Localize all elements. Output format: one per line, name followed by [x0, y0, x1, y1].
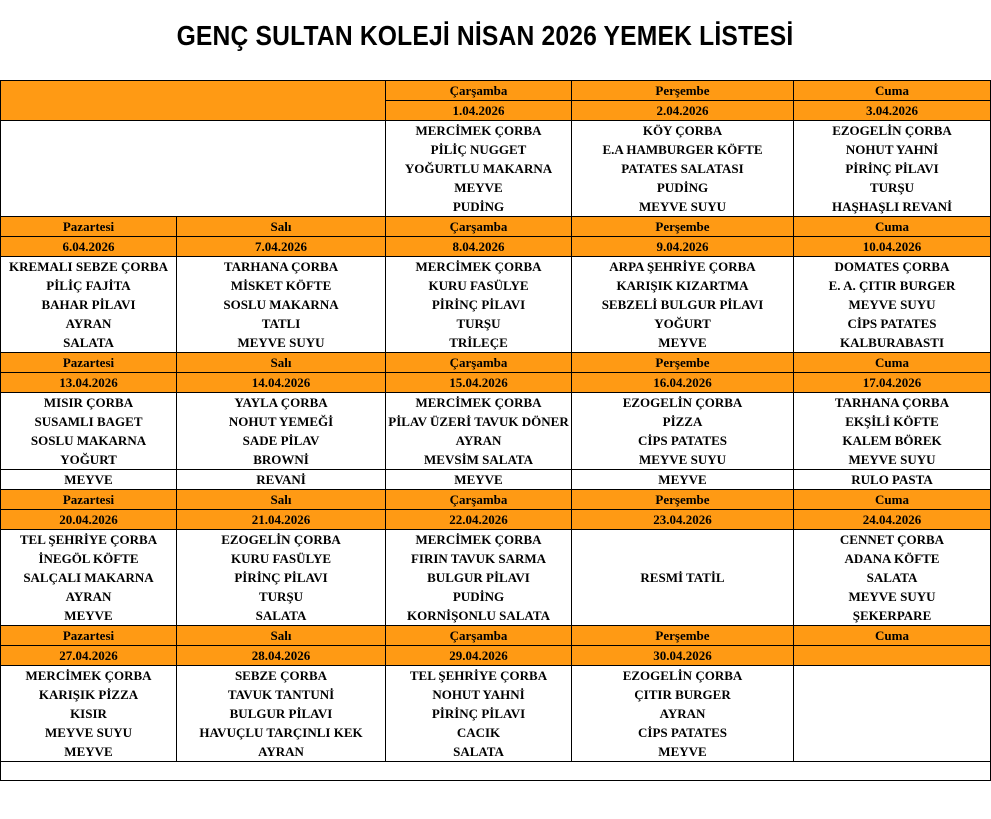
date-cell: 14.04.2026 — [177, 373, 386, 393]
week3-food-row — [1, 412, 991, 431]
day-header-thursday: Perşembe — [572, 217, 794, 237]
food-item: MEYVE — [572, 333, 794, 353]
week5-day-row — [1, 626, 991, 646]
date-cell: 23.04.2026 — [572, 510, 794, 530]
date-cell: 10.04.2026 — [794, 237, 991, 257]
food-item: FIRIN TAVUK SARMA — [386, 549, 572, 568]
food-item: PİRİNÇ PİLAVI — [177, 568, 386, 587]
food-item: CACIK — [386, 723, 572, 742]
food-item: SALATA — [177, 606, 386, 626]
food-item: SALATA — [386, 742, 572, 762]
food-item: MİSKET KÖFTE — [177, 276, 386, 295]
food-item: EZOGELİN ÇORBA — [177, 530, 386, 550]
date-cell: 22.04.2026 — [386, 510, 572, 530]
food-item: İNEGÖL KÖFTE — [1, 549, 177, 568]
food-item: KÖY ÇORBA — [572, 121, 794, 141]
date-cell: 16.04.2026 — [572, 373, 794, 393]
food-item: MEYVE SUYU — [572, 197, 794, 217]
day-header-friday: Cuma — [794, 353, 991, 373]
date-cell: 6.04.2026 — [1, 237, 177, 257]
food-item: MEVSİM SALATA — [386, 450, 572, 470]
food-item: NOHUT YAHNİ — [386, 685, 572, 704]
week3-food-row — [1, 393, 991, 413]
week3-day-row — [1, 353, 991, 373]
food-item: PİRİNÇ PİLAVI — [386, 295, 572, 314]
food-item: MERCİMEK ÇORBA — [386, 257, 572, 277]
food-item: SEBZELİ BULGUR PİLAVI — [572, 295, 794, 314]
week5-date-row — [1, 646, 991, 666]
food-item: MEYVE — [386, 178, 572, 197]
food-item: SADE PİLAV — [177, 431, 386, 450]
food-item: AYRAN — [177, 742, 386, 762]
food-item: TURŞU — [177, 587, 386, 606]
week2-food-row — [1, 257, 991, 277]
food-item: TEL ŞEHRİYE ÇORBA — [1, 530, 177, 550]
date-cell: 8.04.2026 — [386, 237, 572, 257]
day-header-monday: Pazartesi — [1, 626, 177, 646]
day-header-wednesday: Çarşamba — [386, 81, 572, 101]
food-item: SALÇALI MAKARNA — [1, 568, 177, 587]
food-item: YOĞURTLU MAKARNA — [386, 159, 572, 178]
food-item: REVANİ — [177, 470, 386, 490]
date-cell: 9.04.2026 — [572, 237, 794, 257]
date-cell: 2.04.2026 — [572, 101, 794, 121]
food-item: TEL ŞEHRİYE ÇORBA — [386, 666, 572, 686]
food-item: PİLİÇ NUGGET — [386, 140, 572, 159]
food-item: SALATA — [1, 333, 177, 353]
week4-food-row — [1, 587, 991, 606]
day-header-wednesday: Çarşamba — [386, 353, 572, 373]
food-item: TARHANA ÇORBA — [794, 393, 991, 413]
food-item: PİLİÇ FAJİTA — [1, 276, 177, 295]
food-item: MEYVE SUYU — [794, 587, 991, 606]
holiday-cell: RESMİ TATİL — [572, 530, 794, 626]
food-item: YAYLA ÇORBA — [177, 393, 386, 413]
food-item: EKŞİLİ KÖFTE — [794, 412, 991, 431]
food-item: PUDİNG — [572, 178, 794, 197]
food-item: BAHAR PİLAVI — [1, 295, 177, 314]
food-item: AYRAN — [1, 587, 177, 606]
food-item: PİRİNÇ PİLAVI — [794, 159, 991, 178]
food-item: MEYVE — [572, 470, 794, 490]
week3-food-row — [1, 470, 991, 490]
day-header-tuesday: Salı — [177, 626, 386, 646]
food-item: MISIR ÇORBA — [1, 393, 177, 413]
food-item: ÇITIR BURGER — [572, 685, 794, 704]
day-header-wednesday: Çarşamba — [386, 490, 572, 510]
friday-empty-cell — [794, 666, 991, 762]
menu-table — [0, 80, 991, 781]
date-cell: 30.04.2026 — [572, 646, 794, 666]
date-cell: 7.04.2026 — [177, 237, 386, 257]
food-item: SOSLU MAKARNA — [177, 295, 386, 314]
food-item: AYRAN — [1, 314, 177, 333]
week2-food-row — [1, 333, 991, 353]
food-item: E.A HAMBURGER KÖFTE — [572, 140, 794, 159]
food-item: EZOGELİN ÇORBA — [572, 393, 794, 413]
food-item: BROWNİ — [177, 450, 386, 470]
date-cell: 21.04.2026 — [177, 510, 386, 530]
food-item: AYRAN — [572, 704, 794, 723]
week2-food-row — [1, 295, 991, 314]
week4-food-row — [1, 530, 991, 550]
day-header-tuesday: Salı — [177, 353, 386, 373]
food-item: PİLAV ÜZERİ TAVUK DÖNER — [386, 412, 572, 431]
food-item: AYRAN — [386, 431, 572, 450]
food-item: KURU FASÜLYE — [177, 549, 386, 568]
page-title: GENÇ SULTAN KOLEJİ NİSAN 2026 YEMEK LİSTESİ — [176, 20, 794, 51]
food-item: NOHUT YEMEĞİ — [177, 412, 386, 431]
food-item: ŞEKERPARE — [794, 606, 991, 626]
week3-food-row — [1, 431, 991, 450]
food-item: PİZZA — [572, 412, 794, 431]
food-item: SEBZE ÇORBA — [177, 666, 386, 686]
date-cell: 24.04.2026 — [794, 510, 991, 530]
day-header-thursday: Perşembe — [572, 490, 794, 510]
day-header-wednesday: Çarşamba — [386, 626, 572, 646]
food-item: PATATES SALATASI — [572, 159, 794, 178]
food-item: PİRİNÇ PİLAVI — [386, 704, 572, 723]
food-item: ARPA ŞEHRİYE ÇORBA — [572, 257, 794, 277]
food-item: RULO PASTA — [794, 470, 991, 490]
day-header-thursday: Perşembe — [572, 81, 794, 101]
day-header-thursday: Perşembe — [572, 353, 794, 373]
week4-day-row — [1, 490, 991, 510]
day-header-tuesday: Salı — [177, 217, 386, 237]
week4-food-row — [1, 606, 991, 626]
food-item: E. A. ÇITIR BURGER — [794, 276, 991, 295]
food-item: MEYVE SUYU — [794, 450, 991, 470]
day-header-tuesday: Salı — [177, 490, 386, 510]
food-item: TURŞU — [794, 178, 991, 197]
food-item: MERCİMEK ÇORBA — [386, 530, 572, 550]
week3-food-row — [1, 450, 991, 470]
food-item: MEYVE SUYU — [572, 450, 794, 470]
day-header-friday: Cuma — [794, 81, 991, 101]
date-cell: 3.04.2026 — [794, 101, 991, 121]
day-header-friday: Cuma — [794, 626, 991, 646]
week4-food-row — [1, 568, 991, 587]
food-item: EZOGELİN ÇORBA — [794, 121, 991, 141]
footer-blank-row — [1, 762, 991, 781]
date-cell: 28.04.2026 — [177, 646, 386, 666]
food-item: KREMALI SEBZE ÇORBA — [1, 257, 177, 277]
food-item: KORNİŞONLU SALATA — [386, 606, 572, 626]
food-item: KURU FASÜLYE — [386, 276, 572, 295]
food-item: BULGUR PİLAVI — [386, 568, 572, 587]
day-header-friday: Cuma — [794, 490, 991, 510]
food-item: EZOGELİN ÇORBA — [572, 666, 794, 686]
date-cell: 27.04.2026 — [1, 646, 177, 666]
food-item: PUDİNG — [386, 197, 572, 217]
food-item: TATLI — [177, 314, 386, 333]
food-item: KALBURABASTI — [794, 333, 991, 353]
date-cell-empty — [794, 646, 991, 666]
week1-food-row — [1, 121, 991, 141]
food-item: HAŞHAŞLI REVANİ — [794, 197, 991, 217]
food-item: PUDİNG — [386, 587, 572, 606]
food-item: SOSLU MAKARNA — [1, 431, 177, 450]
week4-date-row — [1, 510, 991, 530]
food-item: MEYVE — [386, 470, 572, 490]
date-cell: 17.04.2026 — [794, 373, 991, 393]
food-item: SALATA — [794, 568, 991, 587]
food-item: KARIŞIK PİZZA — [1, 685, 177, 704]
week3-date-row — [1, 373, 991, 393]
food-item: MEYVE — [1, 470, 177, 490]
food-item: MERCİMEK ÇORBA — [386, 393, 572, 413]
food-item: TAVUK TANTUNİ — [177, 685, 386, 704]
day-header-monday: Pazartesi — [1, 353, 177, 373]
food-item: MEYVE SUYU — [794, 295, 991, 314]
week2-food-row — [1, 314, 991, 333]
date-cell: 1.04.2026 — [386, 101, 572, 121]
date-cell: 13.04.2026 — [1, 373, 177, 393]
food-item: HAVUÇLU TARÇINLI KEK — [177, 723, 386, 742]
food-item: NOHUT YAHNİ — [794, 140, 991, 159]
day-header-wednesday: Çarşamba — [386, 217, 572, 237]
day-header-friday: Cuma — [794, 217, 991, 237]
food-item: TRİLEÇE — [386, 333, 572, 353]
week2-day-row — [1, 217, 991, 237]
food-item: TARHANA ÇORBA — [177, 257, 386, 277]
food-item: MEYVE — [572, 742, 794, 762]
food-item: MEYVE SUYU — [177, 333, 386, 353]
food-item: YOĞURT — [572, 314, 794, 333]
food-item: KALEM BÖREK — [794, 431, 991, 450]
food-item: MERCİMEK ÇORBA — [386, 121, 572, 141]
food-item: ADANA KÖFTE — [794, 549, 991, 568]
food-item: CENNET ÇORBA — [794, 530, 991, 550]
day-header-thursday: Perşembe — [572, 626, 794, 646]
food-item: MEYVE SUYU — [1, 723, 177, 742]
food-item: KISIR — [1, 704, 177, 723]
footer-row — [1, 762, 991, 781]
food-item: TURŞU — [386, 314, 572, 333]
date-cell: 29.04.2026 — [386, 646, 572, 666]
week2-food-row — [1, 276, 991, 295]
food-item: CİPS PATATES — [572, 431, 794, 450]
food-item: DOMATES ÇORBA — [794, 257, 991, 277]
date-cell: 15.04.2026 — [386, 373, 572, 393]
food-item: MEYVE — [1, 742, 177, 762]
food-item: SUSAMLI BAGET — [1, 412, 177, 431]
food-item: KARIŞIK KIZARTMA — [572, 276, 794, 295]
week1-blank-area — [1, 121, 386, 217]
week4-food-row — [1, 549, 991, 568]
week1-day-row — [1, 81, 991, 101]
food-item: CİPS PATATES — [572, 723, 794, 742]
day-header-monday: Pazartesi — [1, 217, 177, 237]
food-item: YOĞURT — [1, 450, 177, 470]
food-item: MERCİMEK ÇORBA — [1, 666, 177, 686]
food-item: CİPS PATATES — [794, 314, 991, 333]
food-item: BULGUR PİLAVI — [177, 704, 386, 723]
day-header-monday: Pazartesi — [1, 490, 177, 510]
date-cell: 20.04.2026 — [1, 510, 177, 530]
week5-food-row — [1, 666, 991, 686]
food-item: MEYVE — [1, 606, 177, 626]
week1-blank-header — [1, 81, 386, 121]
week2-date-row — [1, 237, 991, 257]
